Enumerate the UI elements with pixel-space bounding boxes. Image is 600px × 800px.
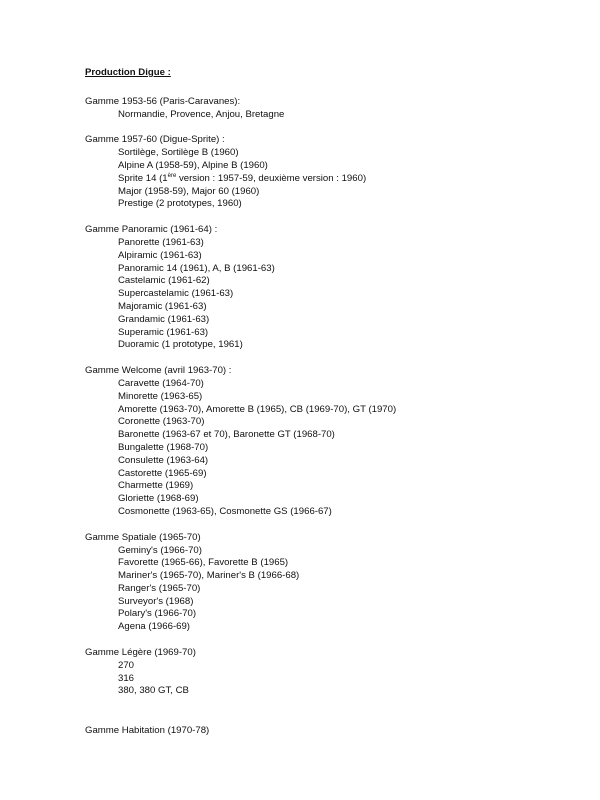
model-item: Charmette (1969) xyxy=(118,480,194,492)
range-heading: Gamme Légère (1969-70) xyxy=(85,647,196,659)
model-item: Castorette (1965-69) xyxy=(118,467,207,479)
model-item: Favorette (1965-66), Favorette B (1965) xyxy=(118,557,289,569)
model-item: Bungalette (1968-70) xyxy=(118,441,209,453)
range-group xyxy=(85,532,585,634)
model-item: 270 xyxy=(118,659,135,671)
model-item: Ranger's (1965-70) xyxy=(118,582,201,594)
model-item: 316 xyxy=(118,672,135,684)
model-list xyxy=(85,147,585,211)
range-heading: Gamme Panoramic (1961-64) : xyxy=(85,224,218,236)
range-heading: Gamme 1953-56 (Paris-Caravanes): xyxy=(85,95,241,107)
model-item: Sortilège, Sortilège B (1960) xyxy=(118,147,239,159)
model-item: Superamic (1961-63) xyxy=(118,326,209,338)
model-item: Majoramic (1961-63) xyxy=(118,300,207,312)
model-item: Supercastelamic (1961-63) xyxy=(118,288,234,300)
model-item: Alpine A (1958-59), Alpine B (1960) xyxy=(118,159,268,171)
model-item: Baronette (1963-67 et 70), Baronette GT (1968-70) xyxy=(118,429,335,441)
model-item: Geminy's (1966-70) xyxy=(118,544,202,556)
model-item: Cosmonette (1963-65), Cosmonette GS (1966-67) xyxy=(118,505,332,517)
model-item: Panoramic 14 (1961), A, B (1961-63) xyxy=(118,262,275,274)
model-item: Amorette (1963-70), Amorette B (1965), CB (1969-70), GT (1970) xyxy=(118,403,397,415)
model-item: Surveyor's (1968) xyxy=(118,595,194,607)
model-item: Consulette (1963-64) xyxy=(118,454,209,466)
range-group xyxy=(85,647,585,698)
model-item: Minorette (1963-65) xyxy=(118,390,203,402)
range-group xyxy=(85,96,585,122)
model-item: Prestige (2 prototypes, 1960) xyxy=(118,198,242,210)
model-item: Normandie, Provence, Anjou, Bretagne xyxy=(118,108,285,120)
model-item: Grandamic (1961-63) xyxy=(118,313,210,325)
production-range-list xyxy=(85,96,585,738)
range-heading: Gamme Welcome (avril 1963-70) : xyxy=(85,365,232,377)
range-heading: Gamme Habitation (1970-78) xyxy=(85,725,210,737)
range-group xyxy=(85,134,585,211)
range-group xyxy=(85,365,585,519)
model-item: Agena (1966-69) xyxy=(118,621,191,633)
model-list xyxy=(85,660,585,698)
range-heading: Gamme Spatiale (1965-70) xyxy=(85,531,201,543)
model-item: Castelamic (1961-62) xyxy=(118,275,210,287)
model-item: Polary's (1966-70) xyxy=(118,608,197,620)
model-item: Major (1958-59), Major 60 (1960) xyxy=(118,185,260,197)
model-item xyxy=(85,173,585,186)
document-page xyxy=(85,67,585,751)
section-spacer xyxy=(85,711,585,725)
model-list xyxy=(85,378,585,519)
document-title: Production Digue : xyxy=(85,67,171,78)
range-group xyxy=(85,224,585,352)
model-item: Gloriette (1968-69) xyxy=(118,493,199,505)
model-item: Alpiramic (1961-63) xyxy=(118,249,202,261)
model-item: Panorette (1961-63) xyxy=(118,236,204,248)
model-list xyxy=(85,545,585,635)
ordinal-superscript: ère xyxy=(167,172,177,179)
model-item: Duoramic (1 prototype, 1961) xyxy=(118,339,243,351)
model-item-text: Sprite 14 (1 xyxy=(118,172,168,184)
model-item-text: version : 1957-59, deuxième version : 1960) xyxy=(176,172,367,184)
model-item: Caravette (1964-70) xyxy=(118,377,204,389)
range-group xyxy=(85,725,585,738)
model-list xyxy=(85,109,585,122)
model-item: Coronette (1963-70) xyxy=(118,416,205,428)
model-item: 380, 380 GT, CB xyxy=(118,685,189,697)
model-item: Mariner's (1965-70), Mariner's B (1966-68) xyxy=(118,570,300,582)
range-heading: Gamme 1957-60 (Digue-Sprite) : xyxy=(85,134,225,146)
model-list xyxy=(85,237,585,352)
